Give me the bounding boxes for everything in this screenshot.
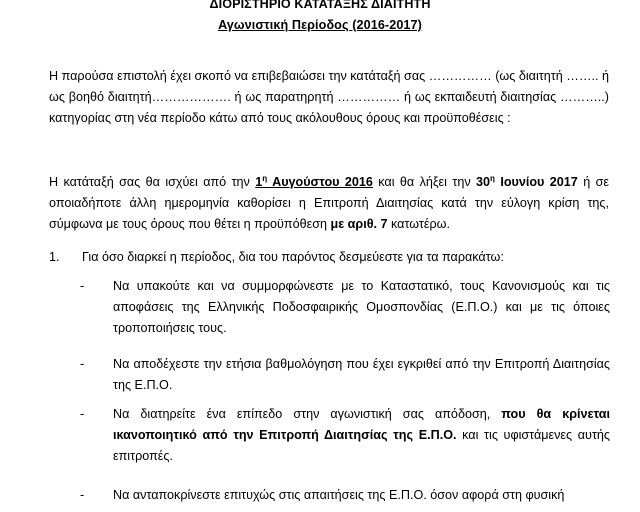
- validity-paragraph: [49, 172, 609, 235]
- list-number: 1.: [49, 250, 60, 264]
- list-item-dash: -: [80, 357, 85, 371]
- document-title: ΔΙΟΡΙΣΤΗΡΙΟ ΚΑΤΑΤΑΞΗΣ ΔΙΑΙΤΗΤΗ: [209, 0, 431, 11]
- list-item-bold-text: που θα κρίνεται ικανοποιητικό από την Επιτροπή Διαιτησίας της Ε.Π.Ο.: [113, 407, 610, 442]
- intro-paragraph: Η παρούσα επιστολή έχει σκοπό να επιβεβαιώσει την κατάταξή σας …………… (ως διαιτητή …….. ή ως βοηθό διαιτητή………………. ή ως παρατηρητή …………… ή ως εκπαιδευτή διαιτησίας ………..) κατηγορίας στη νέα περίοδο κάτω από τους ακόλουθους όρους και προϋποθέσεις :: [49, 69, 609, 125]
- document-subtitle: Αγωνιστική Περίοδος (2016-2017): [218, 18, 422, 32]
- validity-text-3: ή σε οποιαδήποτε άλλη ημερομηνία καθορίσει η Επιτροπή Διαιτησίας κατά την εύλογη κρίση της, σύμφωνα με τους όρους που θέτει η προϋπόθεση: [49, 175, 610, 231]
- list-heading: Για όσο διαρκεί η περίοδος, δια του παρόντος δεσμεύεστε για τα παρακάτω:: [82, 250, 504, 264]
- start-date: [255, 175, 373, 189]
- validity-text-1: Η κατάταξή σας θα ισχύει από την: [49, 175, 256, 189]
- validity-text-4: κατωτέρω.: [387, 217, 450, 231]
- end-day: 30: [476, 175, 491, 189]
- start-day-suffix: η: [262, 173, 268, 183]
- list-item-dash: -: [80, 488, 85, 502]
- start-month-year: Αυγούστου 2016: [267, 175, 373, 189]
- validity-text-2: και θα λήξει την: [372, 175, 477, 189]
- end-date: [476, 175, 578, 189]
- list-item: Να ανταποκρίνεστε επιτυχώς στις απαιτήσεις της Ε.Π.Ο. όσον αφορά στη φυσική: [113, 488, 565, 502]
- condition-reference: με αριθ. 7: [330, 217, 388, 231]
- list-item-dash: -: [80, 279, 85, 293]
- end-day-suffix: η: [490, 173, 495, 183]
- list-item: Να αποδέχεστε την ετήσια βαθμολόγηση που έχει εγκριθεί από την Επιτροπή Διαιτησίας της Ε.Π.Ο.: [113, 357, 610, 392]
- list-item-dash: -: [80, 407, 85, 421]
- list-item: Να υπακούτε και να συμμορφώνεστε με το Καταστατικό, τους Κανονισμούς και τις αποφάσεις της Ελληνικής Ποδοσφαιρικής Ομοσπονδίας (Ε.Π.Ο.) και με τις όποιες τροποποιήσεις τους.: [113, 279, 610, 335]
- list-item: [113, 404, 610, 467]
- list-item-text-end: και τις υφιστάμενες αυτής επιτροπές.: [113, 428, 610, 463]
- list-item-text: Να διατηρείτε ένα επίπεδο στην αγωνιστική σας απόδοση,: [113, 407, 502, 421]
- start-day: 1: [255, 175, 263, 189]
- end-month-year: Ιουνίου 2017: [494, 175, 578, 189]
